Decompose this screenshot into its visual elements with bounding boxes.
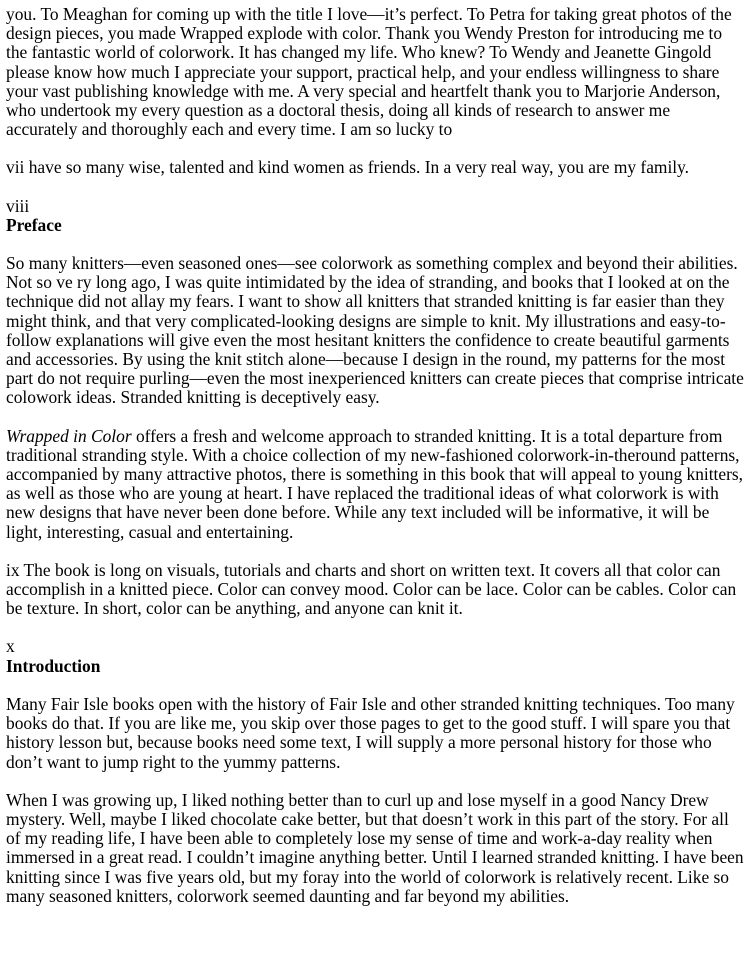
preface-heading: Preface xyxy=(6,214,62,235)
introduction-paragraph-2: When I was growing up, I liked nothing better than to curl up and lose myself in a good Nancy Drew mystery. Well, maybe I liked chocolate cake better, but that doesn’t work in this part of the story. For all of my reading life, I have been able to completely lose my sense of time and work-a-day reality when immersed in a great read. I couldn’t imagine anything better. Until I learned stranded knitting. I have been knitting since I was five years old, but my foray into the world of colorwork is relatively recent. Like so many seasoned knitters, colorwork seemed daunting and far beyond my abilities. xyxy=(6,789,744,906)
page-number-viii: viii xyxy=(6,195,30,216)
book-title: Wrapped in Color xyxy=(6,425,132,446)
page-number-x: x xyxy=(6,636,15,657)
introduction-heading: Introduction xyxy=(6,655,101,676)
acknowledgements-continued: you. To Meaghan for coming up with the title I love—it’s perfect. To Petra for taking great photos of the design pieces, you made Wrapped explode with color. Thank you Wendy Preston for introducing me to the fantastic world of colorwork. It has changed my life. Who knew? To Wendy and Jeanette Gingold please know how much I appreciate your support, practical help, and your endless willingness to share your vast publishing knowledge with me. A very special and heartfelt thank you to Marjorie Anderson, who undertook my every question as a doctoral thesis, doing all kinds of research to answer me accurately and thoroughly each and every time. I am so lucky to xyxy=(6,4,732,140)
preface-paragraph-2-text: offers a fresh and welcome approach to stranded knitting. It is a total departure from traditional stranding style. With a choice collection of my new-fashioned colorwork-in-theround patterns, accompanied by many attractive photos, there is something in this book that will appeal to young knitters, as well as those who are young at heart. I have replaced the traditional ideas of what colorwork is with new designs that have never been done before. While any text included will be informative, it will be light, interesting, casual and entertaining. xyxy=(6,425,744,542)
preface-paragraph-3: ix The book is long on visuals, tutorials and charts and short on written text. It covers all that color can accomplish in a knitted piece. Color can convey mood. Color can be lace. Color can be cables. Color can be texture. In short, color can be anything, and anyone can knit it. xyxy=(6,559,737,619)
preface-paragraph-1: So many knitters—even seasoned ones—see colorwork as something complex and beyond their abilities. Not so ve ry long ago, I was quite intimidated by the idea of stranding, and books that I looked at on the technique did not allay my fears. I want to show all knitters that stranded knitting is far easier than they might think, and that very complicated-looking designs are simple to knit. My illustrations and easy-to-follow explanations will give even the most hesitant knitters the confidence to create beautiful garments and accessories. By using the knit stitch alone—because I design in the round, my patterns for the most part do not require purling—even the most inexperienced knitters can create pieces that comprise intricate colowork ideas. Stranded knitting is deceptively easy. xyxy=(6,253,744,408)
introduction-paragraph-1: Many Fair Isle books open with the history of Fair Isle and other stranded knitting techniques. Too many books do that. If you are like me, you skip over those pages to get to the good stuff. I will spare you that history lesson but, because books need some text, I will supply a more personal history for those who don’t want to jump right to the yummy patterns. xyxy=(6,693,735,772)
preface-paragraph-2 xyxy=(6,427,744,542)
acknowledgements-end: vii have so many wise, talented and kind women as friends. In a very real way, you are my family. xyxy=(6,157,690,178)
